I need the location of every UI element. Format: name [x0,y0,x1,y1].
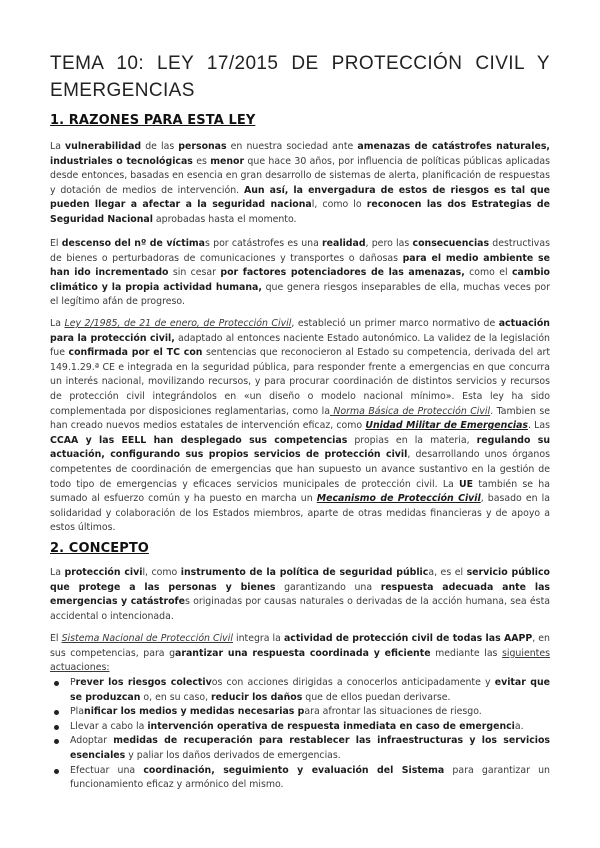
paragraph-proteccion-civil: La protección civil, como instrumento de la política de seguridad pública, es el servicio público que protege a las personas y bienes garantizando una respuesta adecuada ante las emergencias y catástrofes originadas por causas naturales o derivadas de la acción humana, sea ésta accidental o intencionada. [50,567,550,622]
page-title: TEMA 10: LEY 17/2015 DE PROTECCIÓN CIVIL Y EMERGENCIAS [50,53,550,101]
list-item: Efectuar una coordinación, seguimiento y evaluación del Sistema para garantizar un funcionamiento eficaz y armónico del mismo. [50,764,550,793]
link-norma-basica: Norma Básica de Protección Civil [329,405,491,417]
bullet-icon [54,710,59,715]
link-ley-2-1985: Ley 2/1985, de 21 de enero, de Protección Civil [64,318,292,329]
paragraph-sistema-nacional: El Sistema Nacional de Protección Civil integra la actividad de protección civil de todas las AAPP, en sus competencias, para garantizar una respuesta coordinada y eficiente mediante las siguientes actuaciones: [50,633,550,674]
section-heading-concepto: 2. CONCEPTO [50,541,149,556]
section-heading-razones: 1. RAZONES PARA ESTA LEY [50,113,256,128]
bullet-icon [54,725,59,730]
bullet-icon [54,739,59,744]
actuaciones-list [50,676,550,793]
bullet-icon [54,681,59,686]
list-item: Llevar a cabo la intervención operativa de respuesta inmediata en caso de emergencia. [50,720,550,735]
link-sistema-nacional: Sistema Nacional de Protección Civil [61,633,233,644]
list-item: Planificar los medios y medidas necesarias para afrontar las situaciones de riesgo. [50,705,550,720]
bullet-icon [54,769,59,774]
paragraph-ley-1985: La Ley 2/1985, de 21 de enero, de Protección Civil, estableció un primer marco normativo de actuación para la protección civil, adaptado al entonces naciente Estado autonómico. La validez de la legislación fue confirmada por el TC con sentencias que reconocieron al Estado su competencia, derivada del art 149.1.29.ª CE e integrada en la seguridad pública, para responder frente a emergencias en que concurra un interés nacional, movilizando recursos, y para procurar coordinación de distintos servicios y recursos de protección civil integrándolos en «un diseño o modelo nacional mínimo». Esta ley ha sido complementada por disposiciones reglamentarias, como la Norma Básica de Protección Civil. Tambien se han creado nuevos medios estatales de intervención eficaz, como Unidad Militar de Emergencias. Las CCAA y las EELL han desplegado sus competencias propias en la materia, regulando su actuación, configurando sus propios servicios de protección civil, desarrollando unos órganos competentes de coordinación de emergencias que han supuesto un avance sustantivo en la gestión de todo tipo de emergencias y eficaces servicios municipales de protección civil. La UE también se ha sumado al esfuerzo común y ha puesto en marcha un Mecanismo de Protección Civil, basado en la solidaridad y colaboración de los Estados miembros, aparte de otras medidas financieras y de apoyo a estos últimos. [50,318,551,534]
list-item: Prever los riesgos colectivos con acciones dirigidas a conocerlos anticipadamente y evitar que se produzcan o, en su caso, reducir los daños que de ellos puedan derivarse. [50,676,550,705]
link-ume: Unidad Militar de Emergencias [365,420,528,432]
link-mecanismo: Mecanismo de Protección Civil [316,493,481,505]
list-item: Adoptar medidas de recuperación para restablecer las infraestructuras y los servicios esenciales y paliar los daños derivados de emergencias. [50,734,550,763]
paragraph-vulnerabilidad: La vulnerabilidad de las personas en nuestra sociedad ante amenazas de catástrofes naturales, industriales o tecnológicas es menor que hace 30 años, por influencia de políticas públicas aplicadas desde entonces, basadas en esencia en gran desarrollo de sistemas de alerta, planificación de respuestas y dotación de medios de intervención. Aun así, la envergadura de estos de riesgos es tal que pueden llegar a afectar a la seguridad nacional, como lo reconocen las dos Estrategias de Seguridad Nacional aprobadas hasta el momento. [50,141,551,225]
paragraph-descenso: El descenso del nº de víctimas por catástrofes es una realidad, pero las consecuencias destructivas de bienes o perturbadoras de comunicaciones y transportes o dañosas para el medio ambiente se han ido incrementado sin cesar por factores potenciadores de las amenazas, como el cambio climático y la propia actividad humana, que genera riesgos inseparables de ella, muchas veces por el legítimo afán de progreso. [50,238,550,308]
